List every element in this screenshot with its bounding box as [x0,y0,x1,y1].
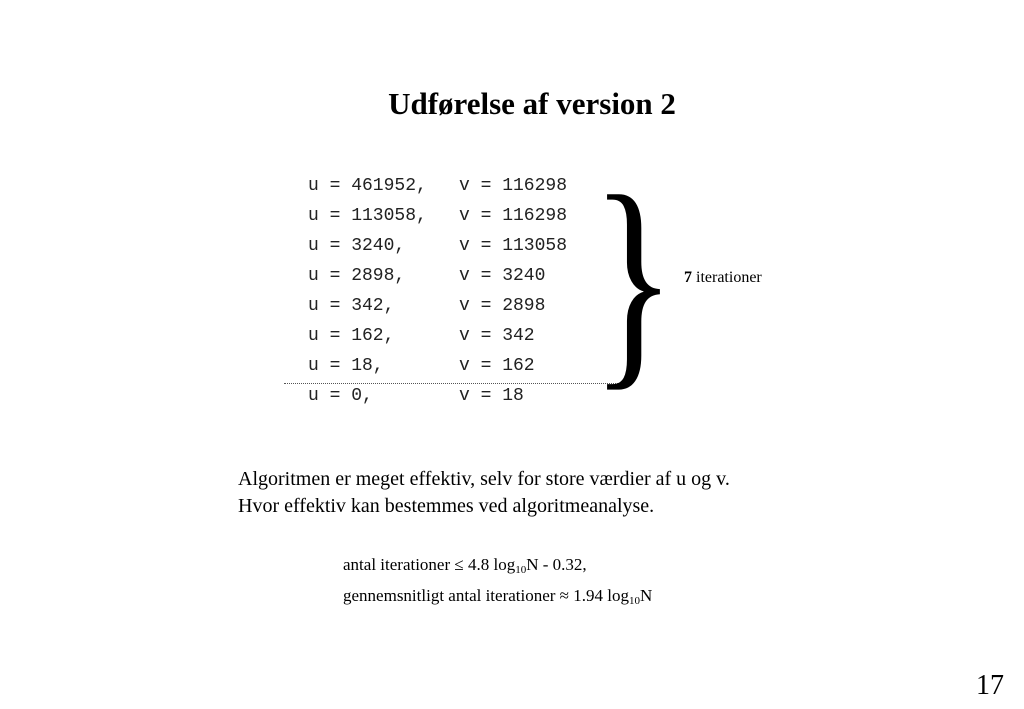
iteration-trace [308,174,567,414]
complexity-formulas [343,552,652,614]
iterations-count: 7 [684,269,692,286]
iterations-text: iterationer [692,269,762,286]
description-paragraph [238,466,730,520]
trace-row [308,264,567,294]
u-value: u = 18, [308,356,384,376]
formula-subscript: 10 [515,564,527,576]
formula-upper-bound [343,552,652,583]
description-line: Hvor effektiv kan bestemmes ved algoritmeanalyse. [238,495,655,517]
v-value: v = 116298 [459,206,568,226]
formula-text: antal iterationer ≤ 4.8 log [343,555,516,574]
u-value: u = 3240, [308,236,406,256]
u-value: u = 0, [308,386,373,406]
iterations-label [684,269,762,287]
v-value: v = 3240 [459,266,546,286]
slide-title: Udførelse af version 2 [388,86,676,121]
curly-brace: } [591,149,676,410]
description-line: Algoritmen er meget effektiv, selv for store værdier af u og v. [238,468,730,490]
formula-text: N [640,586,653,605]
u-value: u = 162, [308,326,395,346]
formula-text: gennemsnitligt antal iterationer ≈ 1.94 log [343,586,629,605]
u-value: u = 113058, [308,206,427,226]
v-value: v = 116298 [459,176,568,196]
v-value: v = 162 [459,356,535,376]
trace-row [308,294,567,324]
formula-text: N - 0.32, [526,555,587,574]
u-value: u = 2898, [308,266,406,286]
trace-row [308,204,567,234]
trace-row [308,234,567,264]
trace-row [308,324,567,354]
page-number: 17 [976,670,1004,701]
formula-average [343,583,652,614]
u-value: u = 342, [308,296,395,316]
v-value: v = 113058 [459,236,568,256]
trace-row [308,354,567,384]
trace-row [308,174,567,204]
v-value: v = 18 [459,386,524,406]
formula-subscript: 10 [629,595,640,607]
v-value: v = 2898 [459,296,546,316]
trace-row [308,384,567,414]
dotted-divider [284,383,626,384]
u-value: u = 461952, [308,176,427,196]
v-value: v = 342 [459,326,535,346]
